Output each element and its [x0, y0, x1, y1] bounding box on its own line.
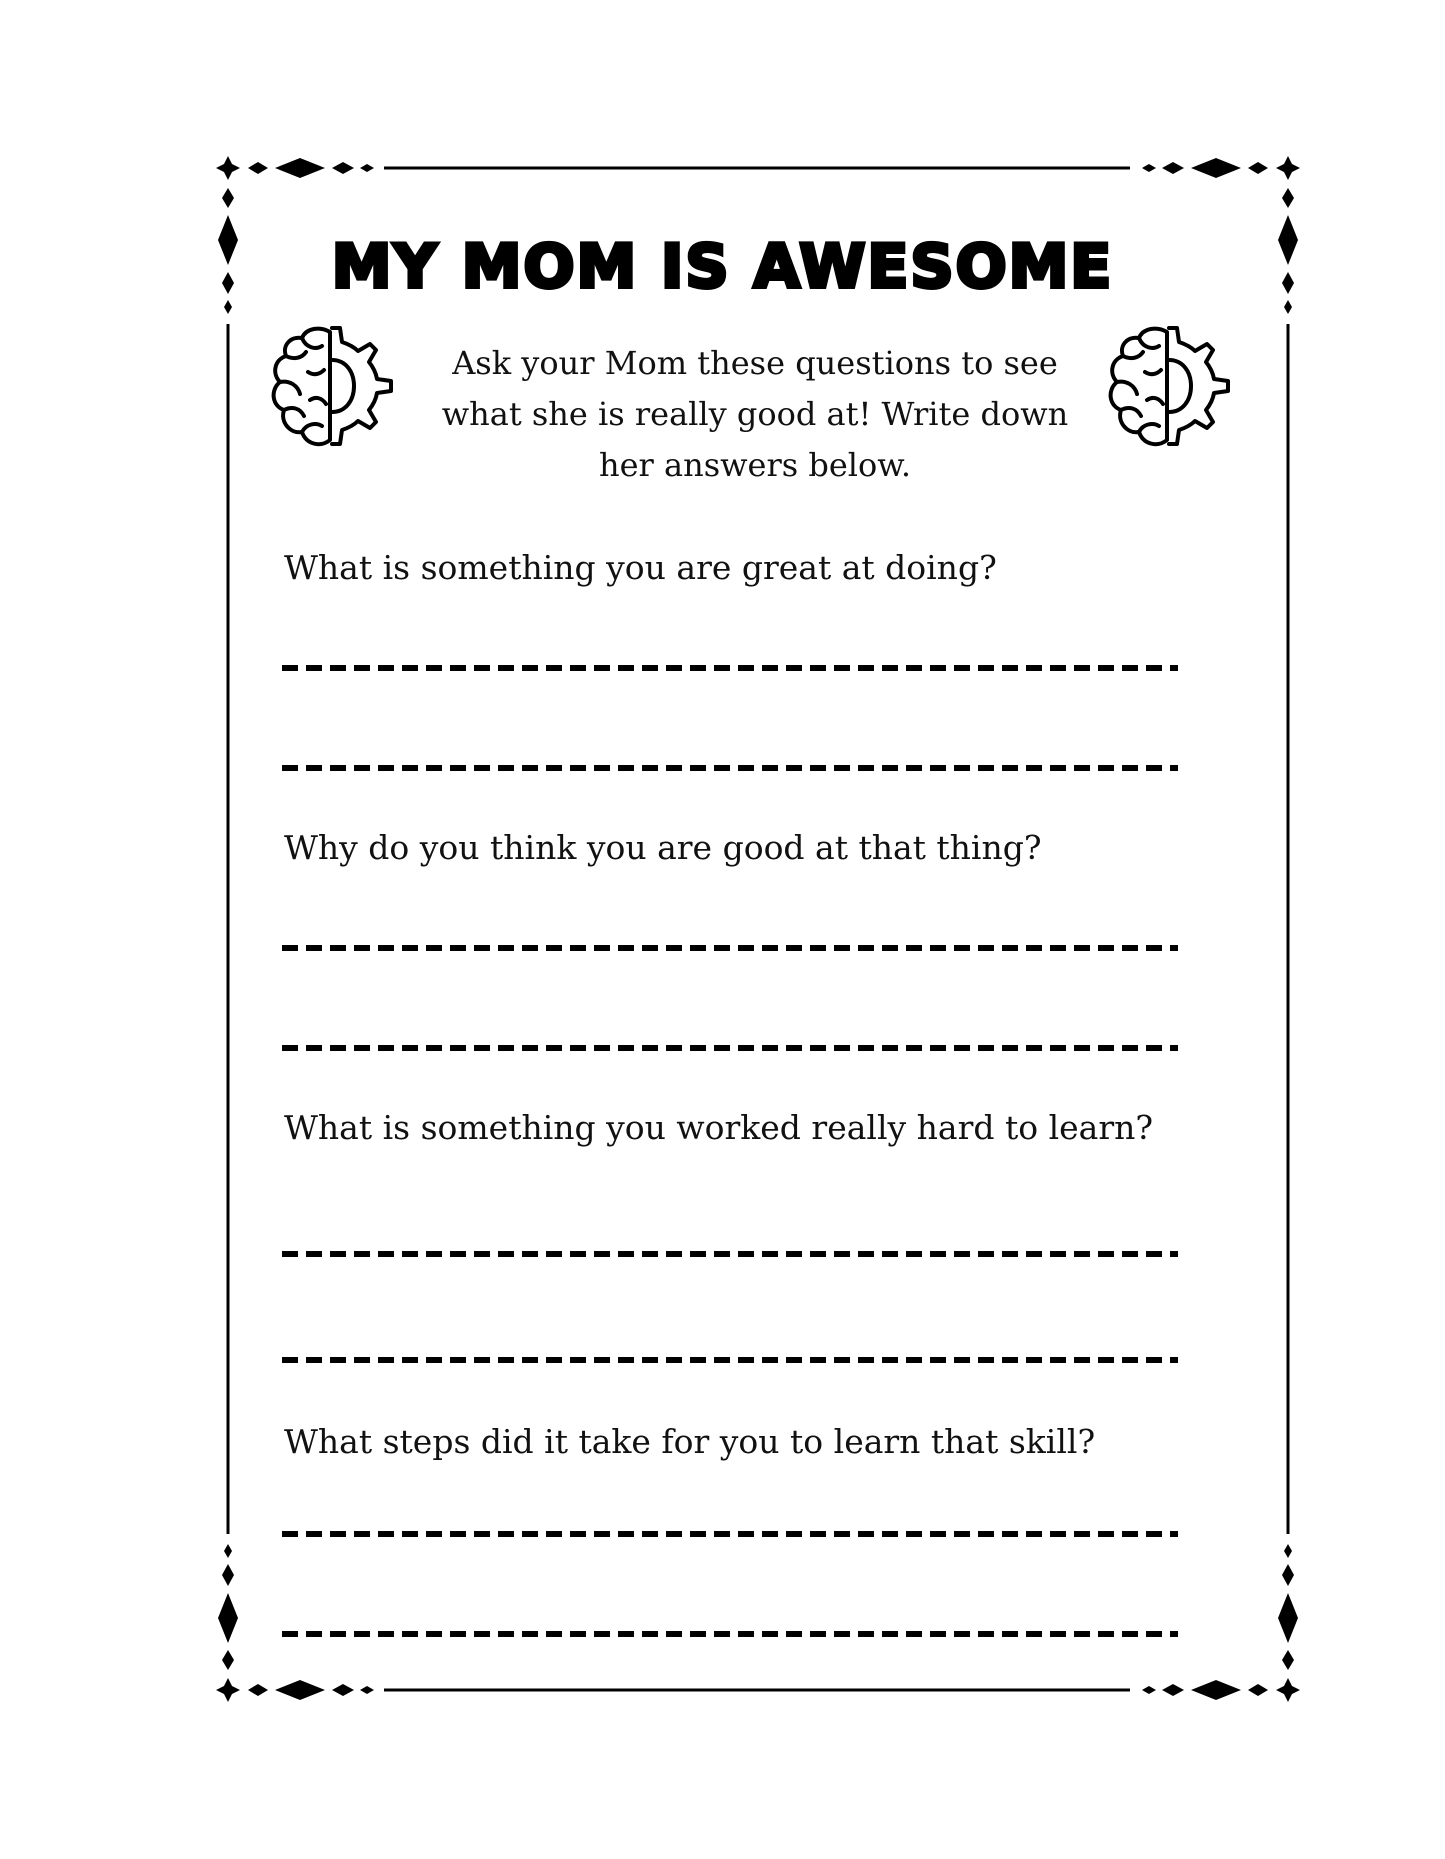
answer-line[interactable]	[282, 944, 1178, 952]
question-4: What steps did it take for you to learn that skill?	[284, 1422, 1096, 1461]
answer-line[interactable]	[282, 1530, 1178, 1538]
answer-line[interactable]	[282, 664, 1178, 672]
answer-line[interactable]	[282, 1044, 1178, 1052]
intro-instructions: Ask your Mom these questions to see what she is really good at! Write down her answers below.	[441, 344, 1069, 484]
answer-line[interactable]	[282, 1356, 1178, 1364]
brain-gear-icon	[258, 320, 408, 480]
worksheet-title: MY MOM IS AWESOME	[331, 232, 1114, 302]
brain-gear-icon	[1095, 320, 1245, 480]
answer-line[interactable]	[282, 1630, 1178, 1638]
answer-line[interactable]	[282, 1250, 1178, 1258]
answer-line[interactable]	[282, 764, 1178, 772]
question-3: What is something you worked really hard to learn?	[284, 1108, 1154, 1147]
question-2: Why do you think you are good at that thing?	[284, 828, 1042, 867]
question-1: What is something you are great at doing?	[284, 548, 997, 587]
